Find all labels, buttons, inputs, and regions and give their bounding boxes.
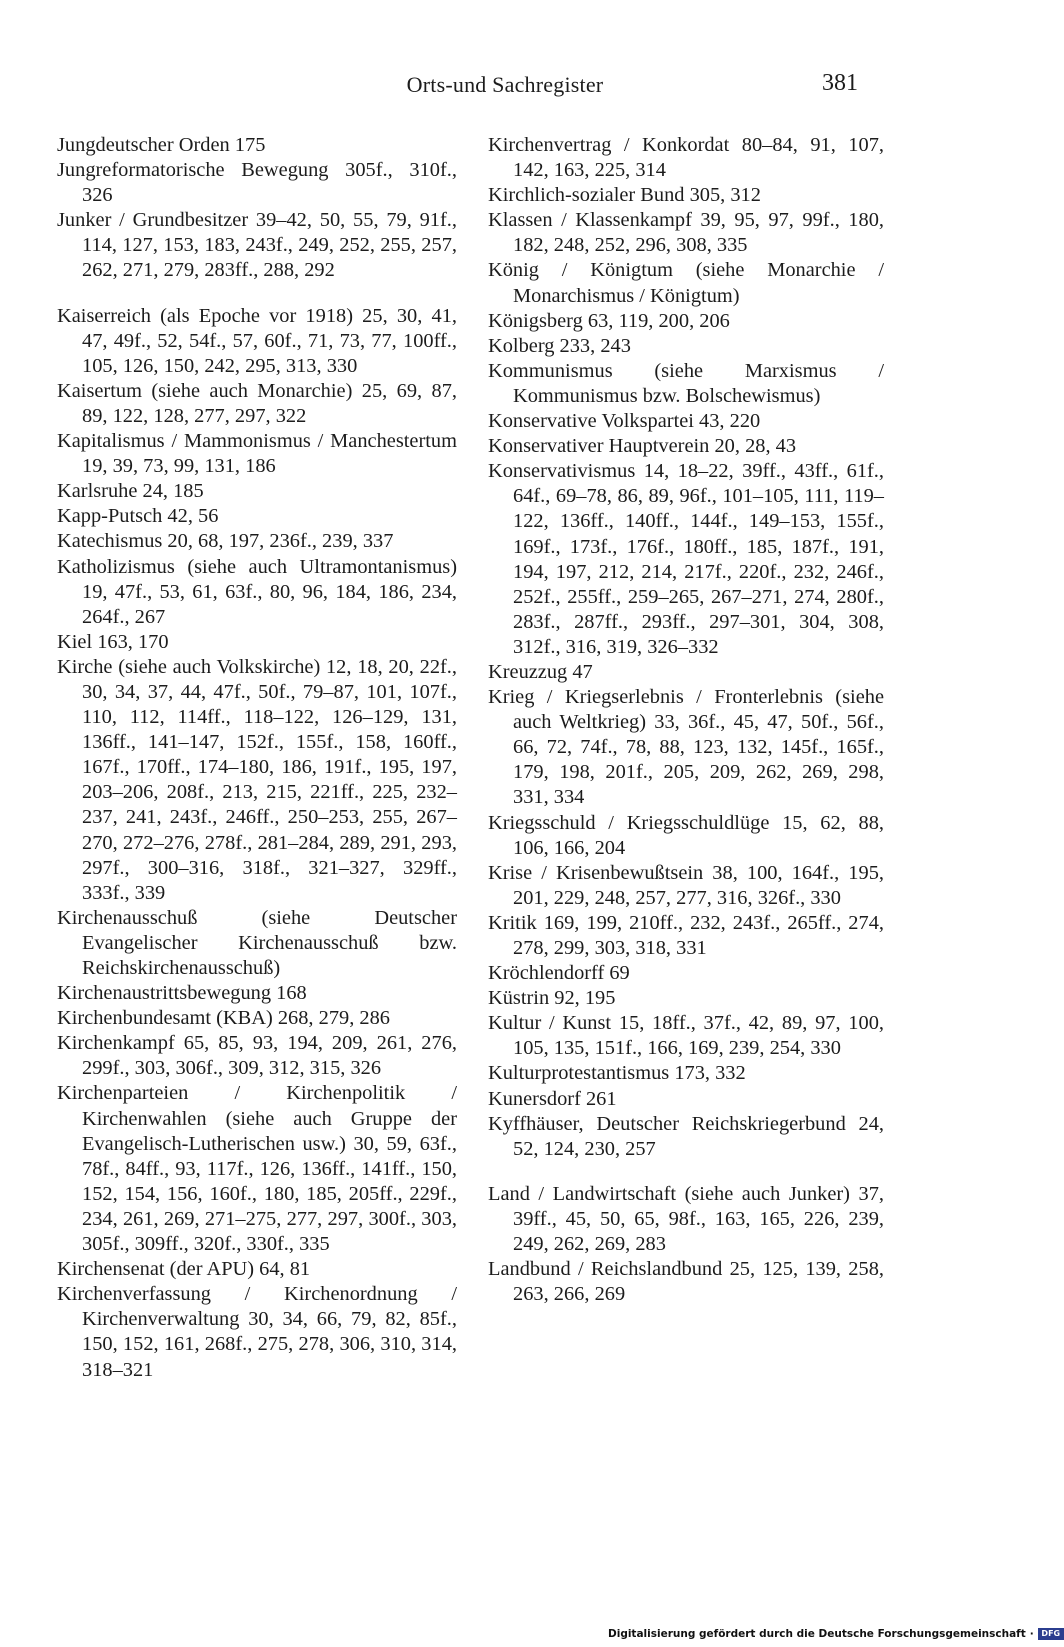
index-entry: König / Königtum (siehe Monarchie / Monarchismus / Königtum): [488, 259, 884, 307]
index-column-right: [488, 133, 884, 1307]
index-entry: Kirche (siehe auch Volkskirche) 12, 18, 20, 22f., 30, 34, 37, 44, 47f., 50f., 79–87, 101, 107f., 110, 112, 114ff., 118–122, 126–129, 131, 136ff., 141–147, 152f., 155f., 158, 160ff., 167f., 170ff., 174–180, 186, 191f., 195, 197, 203–206, 208f., 213, 215, 221ff., 225, 232–237, 241, 243f., 246ff., 250–253, 255, 267–270, 272–276, 278f., 281–284, 289, 291, 293, 297f., 300–316, 318f., 321–327, 329ff., 333f., 339: [57, 655, 457, 904]
index-entry: Kiel 163, 170: [57, 630, 169, 653]
index-entry: Kapp-Putsch 42, 56: [57, 505, 219, 528]
index-entry: Kirchenverfassung / Kirchenordnung / Kirchenverwaltung 30, 34, 66, 79, 82, 85f., 150, 152, 161, 268f., 275, 278, 306, 310, 314, 318–321: [57, 1283, 457, 1381]
index-entry: Kirchenaustrittsbewegung 168: [57, 982, 307, 1005]
index-entry: Kirchensenat (der APU) 64, 81: [57, 1258, 311, 1281]
index-entry: Kirchlich-sozialer Bund 305, 312: [488, 184, 761, 207]
index-entry: Junker / Grundbesitzer 39–42, 50, 55, 79, 91f., 114, 127, 153, 183, 243f., 249, 252, 255, 257, 262, 271, 279, 283ff., 288, 292: [57, 209, 457, 282]
index-entry: Konservative Volkspartei 43, 220: [488, 410, 761, 433]
index-column-left: [57, 133, 457, 1383]
index-entry: Jungdeutscher Orden 175: [57, 134, 266, 156]
index-entry: Katholizismus (siehe auch Ultramontanismus) 19, 47f., 53, 61, 63f., 80, 96, 184, 186, 234, 264f., 267: [57, 555, 457, 628]
index-entry: Kritik 169, 199, 210ff., 232, 243f., 265ff., 274, 278, 299, 303, 318, 331: [488, 911, 884, 959]
index-entry: Land / Landwirtschaft (siehe auch Junker) 37, 39ff., 45, 50, 65, 98f., 163, 165, 226, 239, 249, 262, 269, 283: [488, 1182, 884, 1256]
index-entry: Kapitalismus / Mammonismus / Manchestertum 19, 39, 73, 99, 131, 186: [57, 430, 457, 478]
running-title: Orts-und Sachregister: [406, 72, 604, 97]
index-entry: Kirchenbundesamt (KBA) 268, 279, 286: [57, 1007, 390, 1030]
index-entry: Küstrin 92, 195: [488, 987, 616, 1010]
index-entry: Kaiserreich (als Epoche vor 1918) 25, 30, 41, 47, 49f., 52, 54f., 57, 60f., 71, 73, 77, 100ff., 105, 126, 150, 242, 295, 313, 330: [57, 304, 457, 377]
index-entry: Klassen / Klassenkampf 39, 95, 97, 99f., 180, 182, 248, 252, 296, 308, 335: [488, 209, 884, 257]
letter-group-gap: [488, 1162, 884, 1182]
index-entry: Krieg / Kriegserlebnis / Fronterlebnis (siehe auch Weltkrieg) 33, 36f., 45, 47, 50f., 56f., 66, 72, 74f., 78, 88, 123, 132, 145f., 165f., 179, 198, 201f., 205, 209, 262, 269, 298, 331, 334: [488, 686, 884, 809]
index-entry: Kreuzzug 47: [488, 660, 593, 683]
index-entry: Landbund / Reichslandbund 25, 125, 139, 258, 263, 266, 269: [488, 1258, 884, 1306]
index-entry: Kirchenparteien / Kirchenpolitik / Kirchenwahlen (siehe auch Gruppe der Evangelisch-Lutherischen usw.) 30, 59, 63f., 78f., 84ff., 93, 117f., 126, 136ff., 141ff., 150, 152, 154, 156, 160f., 180, 185, 205ff., 229f., 234, 261, 269, 271–275, 277, 297, 300f., 303, 305f., 309ff., 320f., 330f., 335: [57, 1082, 457, 1256]
index-entry: Kulturprotestantismus 173, 332: [488, 1062, 746, 1085]
index-entry: Kolberg 233, 243: [488, 334, 631, 357]
index-entry: Konservativer Hauptverein 20, 28, 43: [488, 435, 797, 458]
index-entry: Kaisertum (siehe auch Monarchie) 25, 69, 87, 89, 122, 128, 277, 297, 322: [57, 379, 457, 427]
index-entry: Konservativismus 14, 18–22, 39ff., 43ff., 61f., 64f., 69–78, 86, 89, 96f., 101–105, 111, 119–122, 136ff., 140ff., 144f., 149–153, 155f., 169f., 173f., 176f., 180ff., 185, 187f., 191, 194, 197, 212, 214, 217f., 220f., 232, 246f., 252f., 255ff., 259–265, 267–271, 274, 280f., 283f., 287ff., 293ff., 297–301, 304, 308, 312f., 316, 319, 326–332: [488, 460, 884, 658]
index-entry: Kirchenausschuß (siehe Deutscher Evangelischer Kirchenausschuß bzw. Reichskirchenausschuß): [57, 906, 457, 979]
index-entry: Kommunismus (siehe Marxismus / Kommunismus bzw. Bolschewismus): [488, 359, 884, 407]
index-entry: Kriegsschuld / Kriegsschuldlüge 15, 62, 88, 106, 166, 204: [488, 811, 884, 859]
separator: ·: [1029, 1628, 1034, 1640]
letter-group-gap: [57, 284, 457, 304]
dfg-logo-icon: DFG: [1038, 1628, 1064, 1640]
page-number: 381: [822, 70, 858, 96]
index-entry: Kultur / Kunst 15, 18ff., 37f., 42, 89, 97, 100, 105, 135, 151f., 166, 169, 239, 254, 330: [488, 1012, 884, 1060]
index-entry: Karlsruhe 24, 185: [57, 480, 204, 503]
index-entry: Kirchenkampf 65, 85, 93, 194, 209, 261, 276, 299f., 303, 306f., 309, 312, 315, 326: [57, 1032, 457, 1080]
index-entry: Kyffhäuser, Deutscher Reichskriegerbund 24, 52, 124, 230, 257: [488, 1112, 884, 1160]
index-entry: Kirchenvertrag / Konkordat 80–84, 91, 107, 142, 163, 225, 314: [488, 134, 884, 182]
index-entry: Kröchlendorff 69: [488, 962, 630, 985]
index-entry: Katechismus 20, 68, 197, 236f., 239, 337: [57, 530, 394, 553]
index-entry: Jungreformatorische Bewegung 305f., 310f., 326: [57, 159, 457, 207]
index-entry: Kunersdorf 261: [488, 1087, 617, 1110]
index-entry: Krise / Krisenbewußtsein 38, 100, 164f., 195, 201, 229, 248, 257, 277, 316, 326f., 330: [488, 861, 884, 909]
index-entry: Königsberg 63, 119, 200, 206: [488, 309, 730, 332]
digitization-footer: [608, 1628, 1064, 1640]
funding-note: Digitalisierung gefördert durch die Deutsche Forschungsgemeinschaft: [608, 1628, 1026, 1640]
